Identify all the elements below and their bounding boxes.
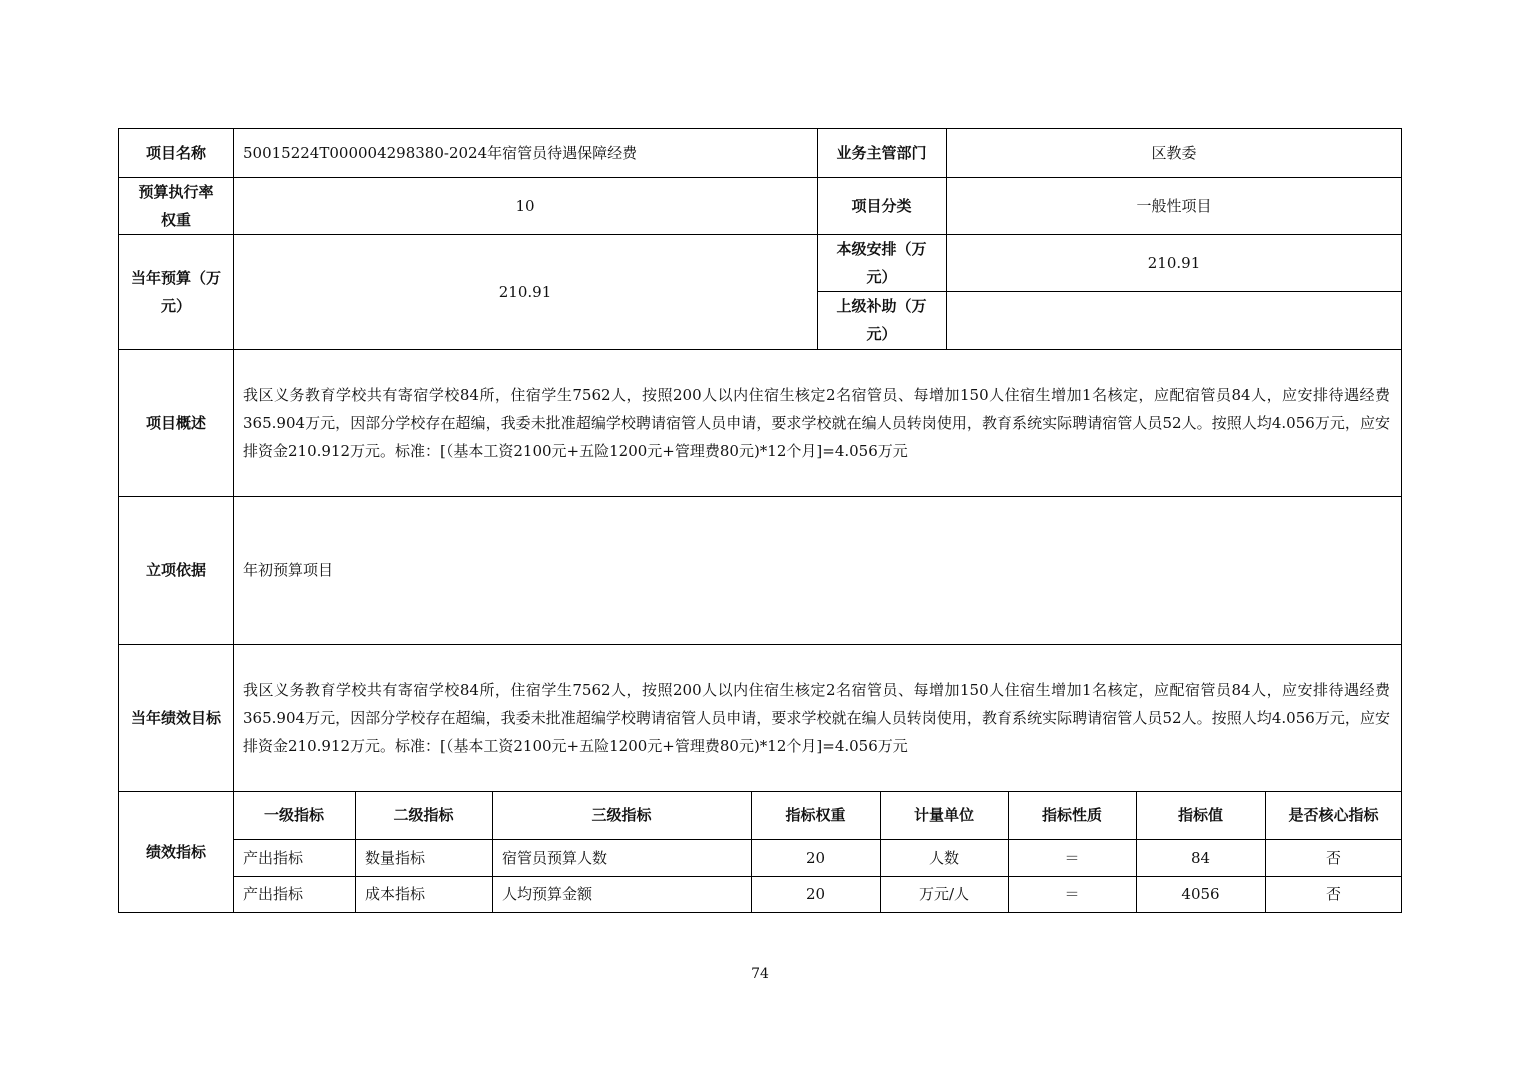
indicator-cell: 万元/人 [918,885,970,903]
indicator-cell: 否 [1325,885,1341,903]
indicator-cell: ＝ [1064,848,1080,867]
budget-label: 当年预算（万元） [130,268,221,315]
indicator-cell: 产出指标 [243,848,304,867]
indicator-cell: 成本指标 [365,885,426,903]
overview-label: 项目概述 [145,413,206,432]
indicator-cell: 84 [1190,848,1211,867]
indicator-header: 二级指标 [393,806,454,824]
upper-subsidy-value [946,291,1402,349]
indicator-header: 一级指标 [263,806,324,824]
indicator-cell: 4056 [1181,885,1220,903]
basis-label: 立项依据 [145,561,206,579]
basis-text: 年初预算项目 [243,561,334,579]
dept-label: 业务主管部门 [836,144,927,162]
indicator-header: 三级指标 [591,806,652,824]
indicator-label: 绩效指标 [145,842,206,861]
local-funding-label: 本级安排（万元） [836,239,927,286]
goal-text: 我区义务教育学校共有寄宿学校84所，住宿学生7562人，按照200人以内住宿生核定2名宿管员、每增加150人住宿生增加1名核定，应配宿管员84人，应安排待遇经费365.904万元，因部分学校存在超编，我委未批准超编学校聘请宿管人员申请，要求学校就在编人员转岗使用，教育系统实际聘请宿管人员52人。按照人均4.056万元，应安排资金210.912万元。标准：[（基本工资2100元+五险1200元+管理费80元)*12个月]=4.056万元 [243,680,1390,755]
category-label: 项目分类 [851,196,912,215]
project-name-label: 项目名称 [145,144,206,162]
indicator-cell: 20 [805,885,826,903]
indicator-header: 计量单位 [913,806,974,824]
weight-label: 预算执行率权重 [138,182,214,229]
indicator-cell: 人均预算金额 [502,885,593,903]
category-value: 一般性项目 [1136,196,1212,215]
indicator-cell: 20 [805,848,826,867]
weight-value: 10 [515,196,535,215]
indicator-header: 指标值 [1177,806,1223,824]
indicator-cell: 数量指标 [365,848,426,867]
page-number: 74 [751,966,769,982]
indicator-cell: 宿管员预算人数 [502,848,608,867]
indicator-header: 指标性质 [1041,806,1102,824]
indicator-header: 是否核心指标 [1288,806,1379,824]
dept-value: 区教委 [1151,144,1197,162]
indicator-cell: 否 [1325,848,1341,867]
indicator-cell: 产出指标 [243,885,304,903]
indicator-cell: ＝ [1064,885,1080,903]
performance-table [118,128,1402,913]
overview-text: 我区义务教育学校共有寄宿学校84所，住宿学生7562人，按照200人以内住宿生核定2名宿管员、每增加150人住宿生增加1名核定，应配宿管员84人，应安排待遇经费365.904万元，因部分学校存在超编，我委未批准超编学校聘请宿管人员申请，要求学校就在编人员转岗使用，教育系统实际聘请宿管人员52人。按照人均4.056万元，应安排资金210.912万元。标准：[（基本工资2100元+五险1200元+管理费80元)*12个月]=4.056万元 [243,385,1390,460]
budget-value: 210.91 [498,282,552,301]
indicator-header: 指标权重 [785,806,846,824]
indicator-cell: 人数 [928,848,959,867]
goal-label: 当年绩效目标 [130,708,221,727]
project-name-value: 50015224T000004298380-2024年宿管员待遇保障经费 [243,144,638,162]
upper-subsidy-label: 上级补助（万元） [836,297,927,343]
local-funding-value: 210.91 [1147,253,1201,272]
